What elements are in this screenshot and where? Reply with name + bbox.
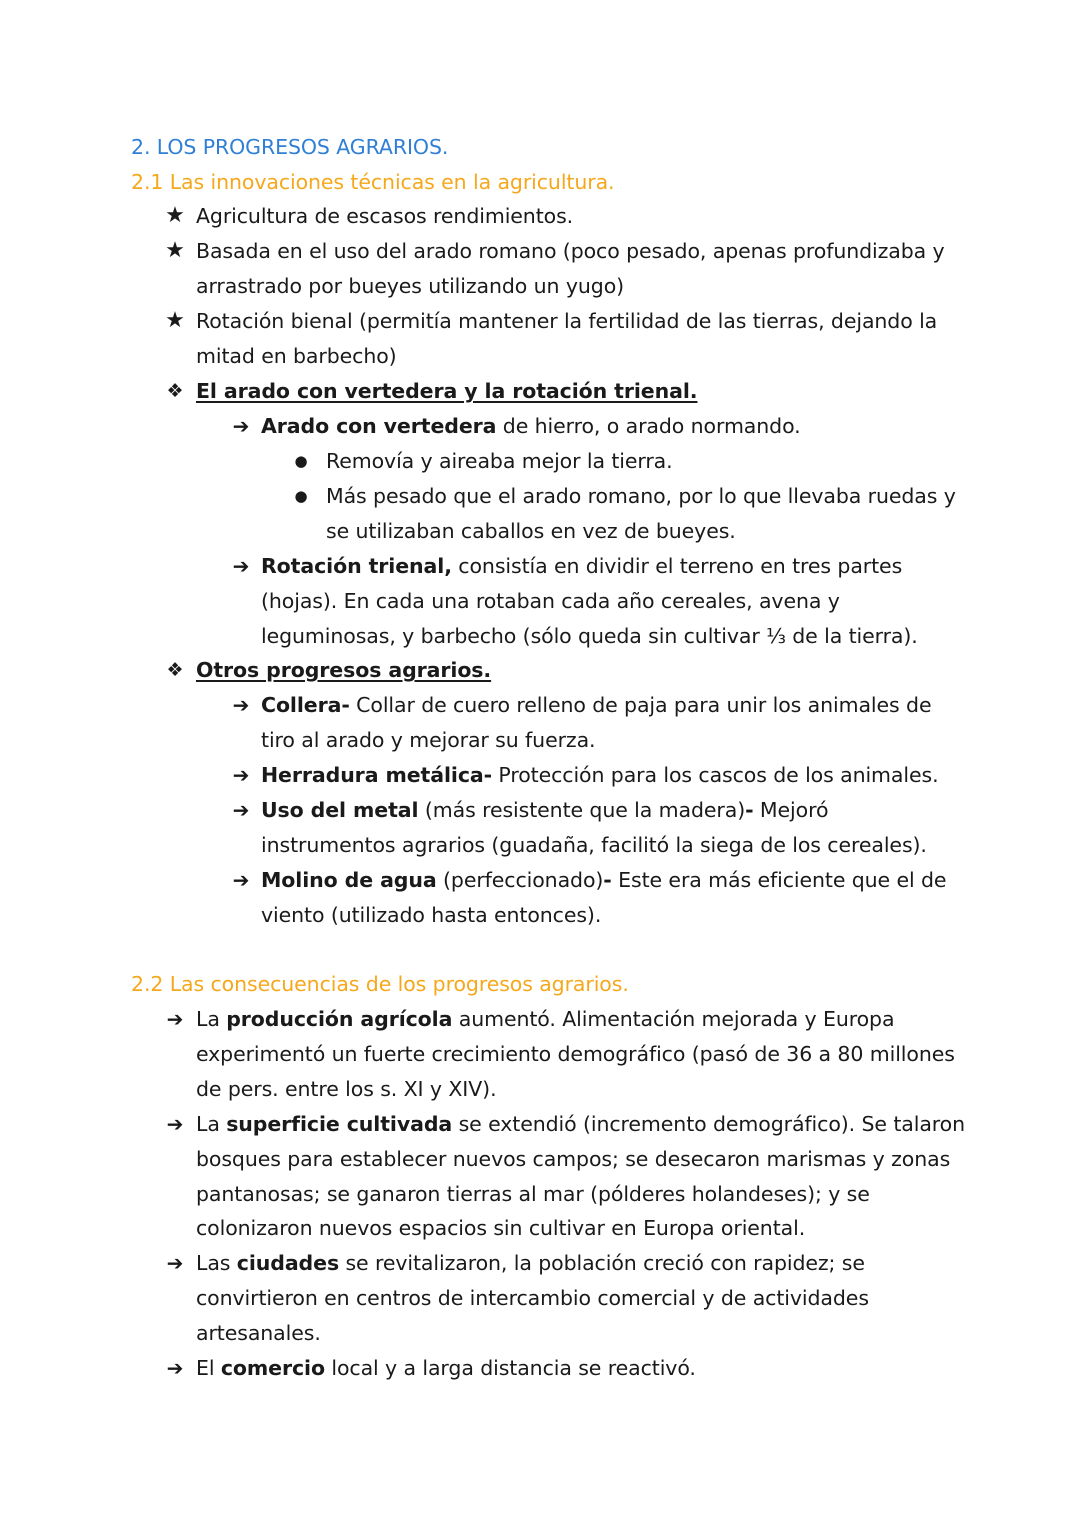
list-item: Removía y aireaba mejor la tierra.	[326, 449, 673, 473]
dot-bullet-icon: ●	[294, 487, 308, 505]
topic-heading: Otros progresos agrarios.	[196, 658, 492, 682]
topic-heading: El arado con vertedera y la rotación trienal.	[196, 379, 698, 403]
definition: local y a larga distancia se reactivó.	[324, 1356, 696, 1380]
list-item-continuation: tiro al arado y mejorar su fuerza.	[261, 728, 596, 752]
list-item	[261, 549, 902, 583]
list-item-continuation: artesanales.	[196, 1321, 321, 1345]
definition: Collar de cuero relleno de paja para unir los animales de	[349, 693, 932, 717]
list-item-continuation: convirtieron en centros de intercambio comercial y de actividades	[196, 1286, 869, 1310]
definition: aumentó. Alimentación mejorada y Europa	[452, 1007, 895, 1031]
definition: (perfeccionado)	[436, 868, 604, 892]
list-item	[261, 793, 828, 827]
definition: Mejoró	[753, 798, 829, 822]
list-item-continuation: colonizaron nuevos espacios sin cultivar en Europa oriental.	[196, 1216, 806, 1240]
list-item	[261, 758, 939, 792]
arrow-bullet-icon: ➔	[232, 763, 250, 787]
list-item-continuation: (hojas). En cada una rotaban cada año cereales, avena y	[261, 589, 840, 613]
list-item	[196, 1107, 965, 1141]
arrow-bullet-icon: ➔	[166, 1007, 184, 1031]
list-item-continuation: se utilizaban caballos en vez de bueyes.	[326, 519, 736, 543]
list-item-continuation: viento (utilizado hasta entonces).	[261, 903, 602, 927]
term: Herradura metálica-	[261, 763, 493, 787]
term: superficie cultivada	[226, 1112, 453, 1136]
arrow-bullet-icon: ➔	[232, 414, 250, 438]
subsection-title-2-1: 2.1 Las innovaciones técnicas en la agricultura.	[131, 170, 615, 194]
star-bullet-icon: ★	[165, 203, 185, 228]
definition: consistía en dividir el terreno en tres partes	[451, 554, 903, 578]
list-item	[196, 1002, 894, 1036]
term: Arado con vertedera	[261, 414, 497, 438]
text: La	[196, 1007, 227, 1031]
definition: de hierro, o arado normando.	[496, 414, 801, 438]
star-bullet-icon: ★	[165, 308, 185, 333]
arrow-bullet-icon: ➔	[232, 693, 250, 717]
term: ciudades	[236, 1251, 340, 1275]
list-item-continuation: instrumentos agrarios (guadaña, facilitó la siega de los cereales).	[261, 833, 927, 857]
list-item: Basada en el uso del arado romano (poco pesado, apenas profundizaba y	[196, 239, 945, 263]
definition: se revitalizaron, la población creció con rapidez; se	[339, 1251, 865, 1275]
list-item-continuation: arrastrado por bueyes utilizando un yugo)	[196, 274, 625, 298]
subsection-title-2-2: 2.2 Las consecuencias de los progresos agrarios.	[131, 972, 629, 996]
definition: Protección para los cascos de los animales.	[492, 763, 939, 787]
term: Rotación trienal,	[261, 554, 452, 578]
list-item: Más pesado que el arado romano, por lo que llevaba ruedas y	[326, 484, 956, 508]
term-dash: -	[745, 798, 754, 822]
list-item-continuation: bosques para establecer nuevos campos; se desecaron marismas y zonas	[196, 1147, 951, 1171]
list-item-continuation: leguminosas, y barbecho (sólo queda sin cultivar ⅓ de la tierra).	[261, 624, 918, 648]
arrow-bullet-icon: ➔	[166, 1356, 184, 1380]
star-bullet-icon: ★	[165, 238, 185, 263]
definition: Este era más eficiente que el de	[611, 868, 947, 892]
arrow-bullet-icon: ➔	[232, 798, 250, 822]
list-item-continuation: de pers. entre los s. XI y XIV).	[196, 1077, 497, 1101]
text: El	[196, 1356, 221, 1380]
list-item	[261, 409, 801, 443]
arrow-bullet-icon: ➔	[232, 554, 250, 578]
term: comercio	[220, 1356, 325, 1380]
list-item: Rotación bienal (permitía mantener la fertilidad de las tierras, dejando la	[196, 309, 938, 333]
arrow-bullet-icon: ➔	[166, 1251, 184, 1275]
term: Collera-	[261, 693, 350, 717]
section-title: 2. LOS PROGRESOS AGRARIOS.	[131, 135, 449, 159]
diamond-bullet-icon: ❖	[166, 659, 184, 681]
term-dash: -	[603, 868, 612, 892]
list-item-continuation: mitad en barbecho)	[196, 344, 397, 368]
arrow-bullet-icon: ➔	[232, 868, 250, 892]
list-item	[196, 1351, 696, 1385]
term: Uso del metal	[261, 798, 419, 822]
list-item: Agricultura de escasos rendimientos.	[196, 204, 574, 228]
term: producción agrícola	[226, 1007, 453, 1031]
definition: (más resistente que la madera)	[418, 798, 746, 822]
list-item	[196, 1246, 865, 1280]
term: Molino de agua	[261, 868, 437, 892]
definition: se extendió (incremento demográfico). Se talaron	[452, 1112, 966, 1136]
list-item	[261, 688, 931, 722]
arrow-bullet-icon: ➔	[166, 1112, 184, 1136]
text: Las	[196, 1251, 237, 1275]
list-item-continuation: pantanosas; se ganaron tierras al mar (pólderes holandeses); y se	[196, 1182, 870, 1206]
list-item-continuation: experimentó un fuerte crecimiento demográfico (pasó de 36 a 80 millones	[196, 1042, 955, 1066]
list-item	[261, 863, 946, 897]
text: La	[196, 1112, 227, 1136]
diamond-bullet-icon: ❖	[166, 380, 184, 402]
dot-bullet-icon: ●	[294, 452, 308, 470]
